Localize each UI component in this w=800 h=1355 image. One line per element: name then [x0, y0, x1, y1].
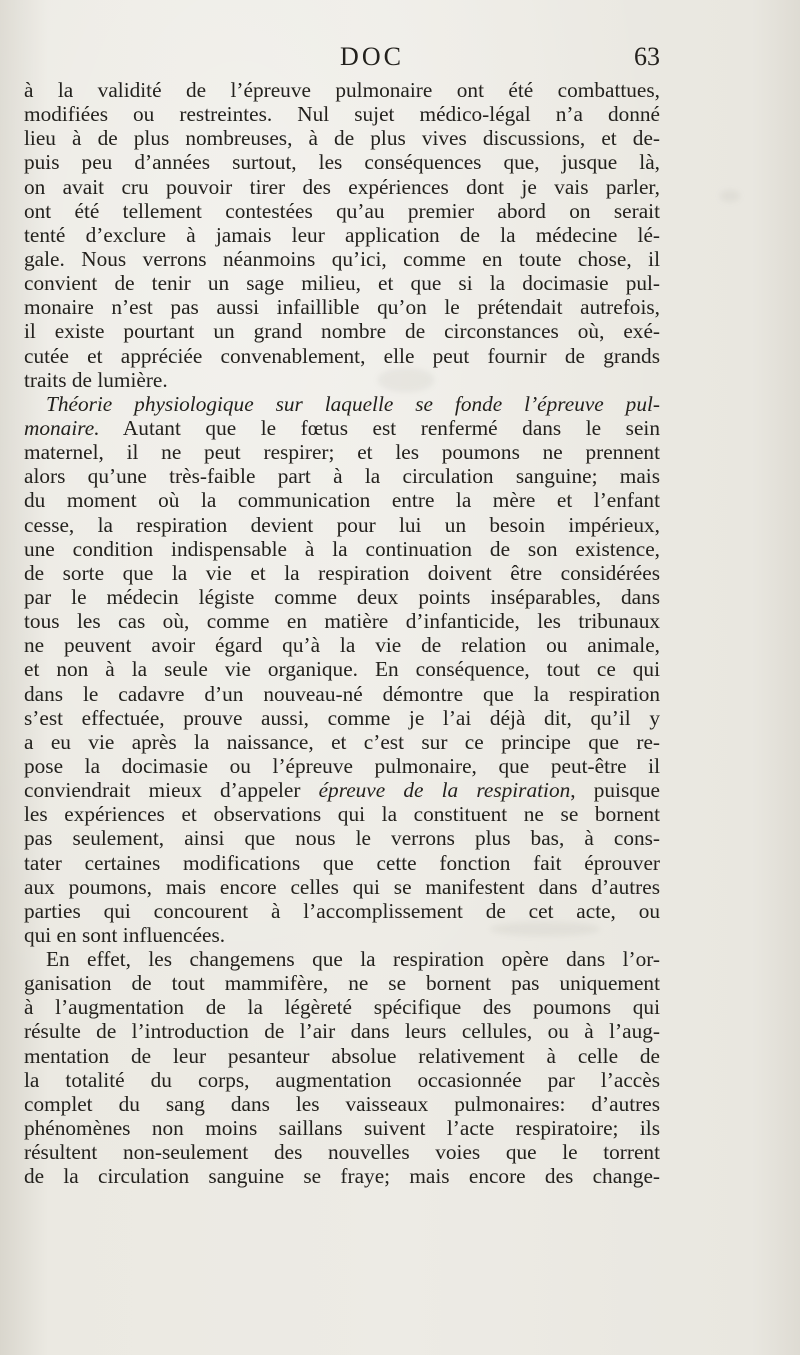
- text-line: ont été tellement contestées qu’au premier abord on serait: [24, 198, 660, 223]
- text-line: résulte de l’introduction de l’air dans leurs cellules, ou à l’aug-: [24, 1019, 660, 1044]
- text-line: En effet, les changemens que la respiration opère dans l’or-: [46, 947, 660, 972]
- text-line: lieu à de plus nombreuses, à de plus vives discussions, et de-: [24, 126, 660, 151]
- text-line: complet du sang dans les vaisseaux pulmonaires: d’autres: [24, 1091, 660, 1116]
- text-line: par le médecin légiste comme deux points inséparables, dans: [24, 584, 660, 609]
- text-line: dans le cadavre d’un nouveau-né démontre que la respiration: [24, 681, 660, 706]
- text-line: cesse, la respiration devient pour lui un besoin impérieux,: [24, 512, 660, 537]
- text-line: alors qu’une très-faible part à la circulation sanguine; mais: [24, 464, 660, 489]
- text-line: à la validité de l’épreuve pulmonaire ont été combattues,: [24, 78, 660, 102]
- text-line: de la circulation sanguine se fraye; mais encore des change-: [24, 1164, 660, 1189]
- text-line: puis peu d’années surtout, les conséquences que, jusque là,: [24, 150, 660, 175]
- text-line: ne peuvent avoir égard qu’à la vie de relation ou animale,: [24, 633, 660, 658]
- text-line: phénomènes non moins saillans suivent l’acte respiratoire; ils: [24, 1116, 660, 1141]
- text-line: convient de tenir un sage milieu, et que si la docimasie pul-: [24, 271, 660, 296]
- text-line: du moment où la communication entre la mère et l’enfant: [24, 488, 660, 513]
- text-line: il existe pourtant un grand nombre de circonstances où, exé-: [24, 319, 660, 344]
- italic-heading-end: monaire.: [24, 415, 100, 440]
- text-line: cutée et appréciée convenablement, elle peut fournir de grands: [24, 343, 660, 368]
- italic-heading: Théorie physiologique sur laquelle se fonde l’épreuve pul-: [46, 391, 660, 416]
- text-line: pose la docimasie ou l’épreuve pulmonaire, que peut-être il: [24, 753, 660, 778]
- italic-term: épreuve de la respiration: [318, 778, 571, 803]
- text-line: résultent non-seulement des nouvelles voies que le torrent: [24, 1140, 660, 1165]
- text-line: et non à la seule vie organique. En conséquence, tout ce qui: [24, 657, 660, 682]
- text-segment: , puisque: [570, 778, 660, 803]
- text-line: modifiées ou restreintes. Nul sujet médico-légal n’a donné: [24, 102, 660, 127]
- text-line: de sorte que la vie et la respiration doivent être considérées: [24, 560, 660, 585]
- text-segment: conviendrait mieux d’appeler: [24, 778, 319, 803]
- page-header: [24, 42, 660, 78]
- text-line: maternel, il ne peut respirer; et les poumons ne prennent: [24, 440, 660, 465]
- text-line: aux poumons, mais encore celles qui se manifestent dans d’autres: [24, 874, 660, 899]
- text-line: s’est effectuée, prouve aussi, comme je l’ai déjà dit, qu’il y: [24, 705, 660, 730]
- text-line: a eu vie après la naissance, et c’est sur ce principe que re-: [24, 729, 660, 754]
- text-line: [24, 392, 660, 416]
- text-line: traits de lumière.: [24, 367, 168, 392]
- text-line: on avait cru pouvoir tirer des expériences dont je vais parler,: [24, 174, 660, 199]
- text-line: [24, 778, 660, 802]
- text-line: mentation de leur pesanteur absolue relativement à celle de: [24, 1043, 660, 1068]
- text-line: la totalité du corps, augmentation occasionnée par l’accès: [24, 1067, 660, 1092]
- text-line: gale. Nous verrons néanmoins qu’ici, comme en toute chose, il: [24, 246, 660, 271]
- text-line: une condition indispensable à la continuation de son existence,: [24, 536, 660, 561]
- body-text: [24, 78, 660, 1188]
- text-line: monaire n’est pas aussi infaillible qu’on le prétendait autrefois,: [24, 295, 660, 320]
- text-line: qui en sont influencées.: [24, 922, 226, 947]
- text-line: tous les cas où, comme en matière d’infanticide, les tribunaux: [24, 609, 660, 634]
- text-line: les expériences et observations qui la constituent ne se bornent: [24, 802, 660, 827]
- text-line: [24, 416, 660, 440]
- paper-stain: [720, 190, 740, 202]
- text-line: à l’augmentation de la légèreté spécifique des poumons qui: [24, 995, 660, 1020]
- page-number: 63: [634, 42, 660, 71]
- text-line: tenté d’exclure à jamais leur application de la médecine lé-: [24, 222, 660, 247]
- running-head: DOC: [340, 42, 404, 71]
- text-line: ganisation de tout mammifère, ne se bornent pas uniquement: [24, 971, 660, 996]
- text-line: pas seulement, ainsi que nous le verrons plus bas, à cons-: [24, 826, 660, 851]
- text-segment: Autant que le fœtus est renfermé dans le sein: [99, 415, 660, 440]
- text-line: tater certaines modifications que cette fonction fait éprouver: [24, 850, 660, 875]
- text-line: parties qui concourent à l’accomplissement de cet acte, ou: [24, 898, 660, 923]
